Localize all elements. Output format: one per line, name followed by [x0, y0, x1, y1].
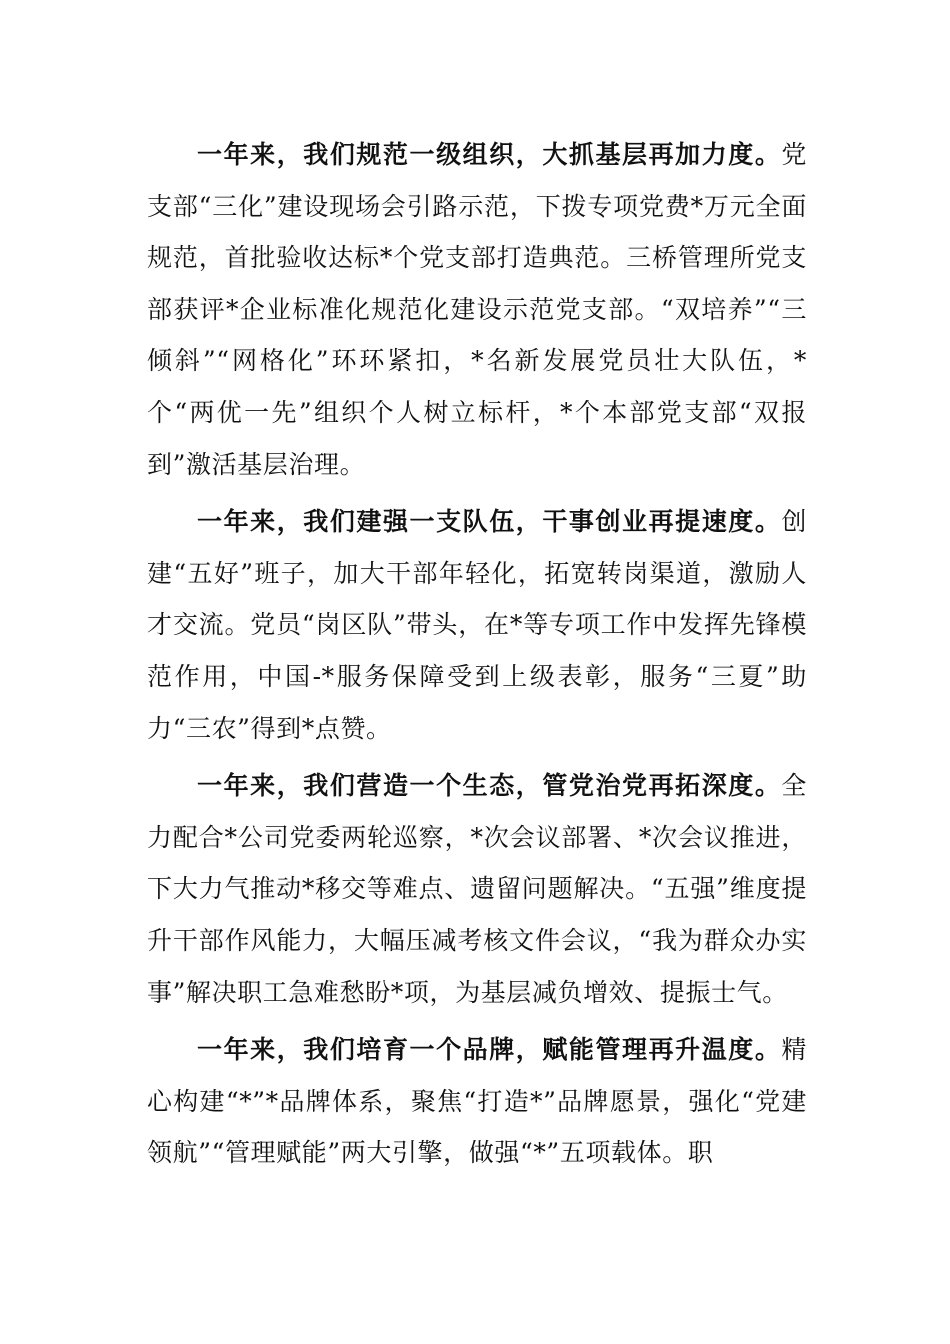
paragraph-lead: 一年来，我们营造一个生态，管党治党再拓深度。	[197, 771, 782, 801]
paragraph-lead: 一年来，我们培育一个品牌，赋能管理再升温度。	[197, 1035, 782, 1065]
paragraph-team	[147, 496, 807, 754]
paragraph-text: 精心构建“*”*品牌体系，聚焦“打造*”品牌愿景，强化“党建领航”“管理赋能”两大引擎，做强“*”五项载体。职	[147, 1035, 807, 1168]
paragraph-lead: 一年来，我们规范一级组织，大抓基层再加力度。	[197, 140, 782, 169]
paragraph-organization	[147, 129, 807, 490]
paragraph-lead: 一年来，我们建强一支队伍，干事创业再提速度。	[197, 507, 782, 537]
document-body	[147, 129, 807, 1185]
paragraph-text: 创建“五好”班子，加大干部年轻化，拓宽转岗渠道，激励人才交流。党员“岗区队”带头，在*等专项工作中发挥先锋模范作用，中国-*服务保障受到上级表彰，服务“三夏”助力“三农”得到*点赞。	[147, 507, 807, 743]
paragraph-text: 全力配合*公司党委两轮巡察，*次会议部署、*次会议推进，下大力气推动*移交等难点、遗留问题解决。“五强”维度提升干部作风能力，大幅压减考核文件会议，“我为群众办实事”解决职工急难愁盼*项，为基层减负增效、提振士气。	[147, 771, 807, 1007]
paragraph-text: 党支部“三化”建设现场会引路示范，下拨专项党费*万元全面规范，首批验收达标*个党支部打造典范。三桥管理所党支部获评*企业标准化规范化建设示范党支部。“双培养”“三倾斜”“网格化”环环紧扣，*名新发展党员壮大队伍，*个“两优一先”组织个人树立标杆，*个本部党支部“双报到”激活基层治理。	[147, 140, 807, 479]
paragraph-brand	[147, 1024, 807, 1179]
paragraph-ecology	[147, 760, 807, 1018]
